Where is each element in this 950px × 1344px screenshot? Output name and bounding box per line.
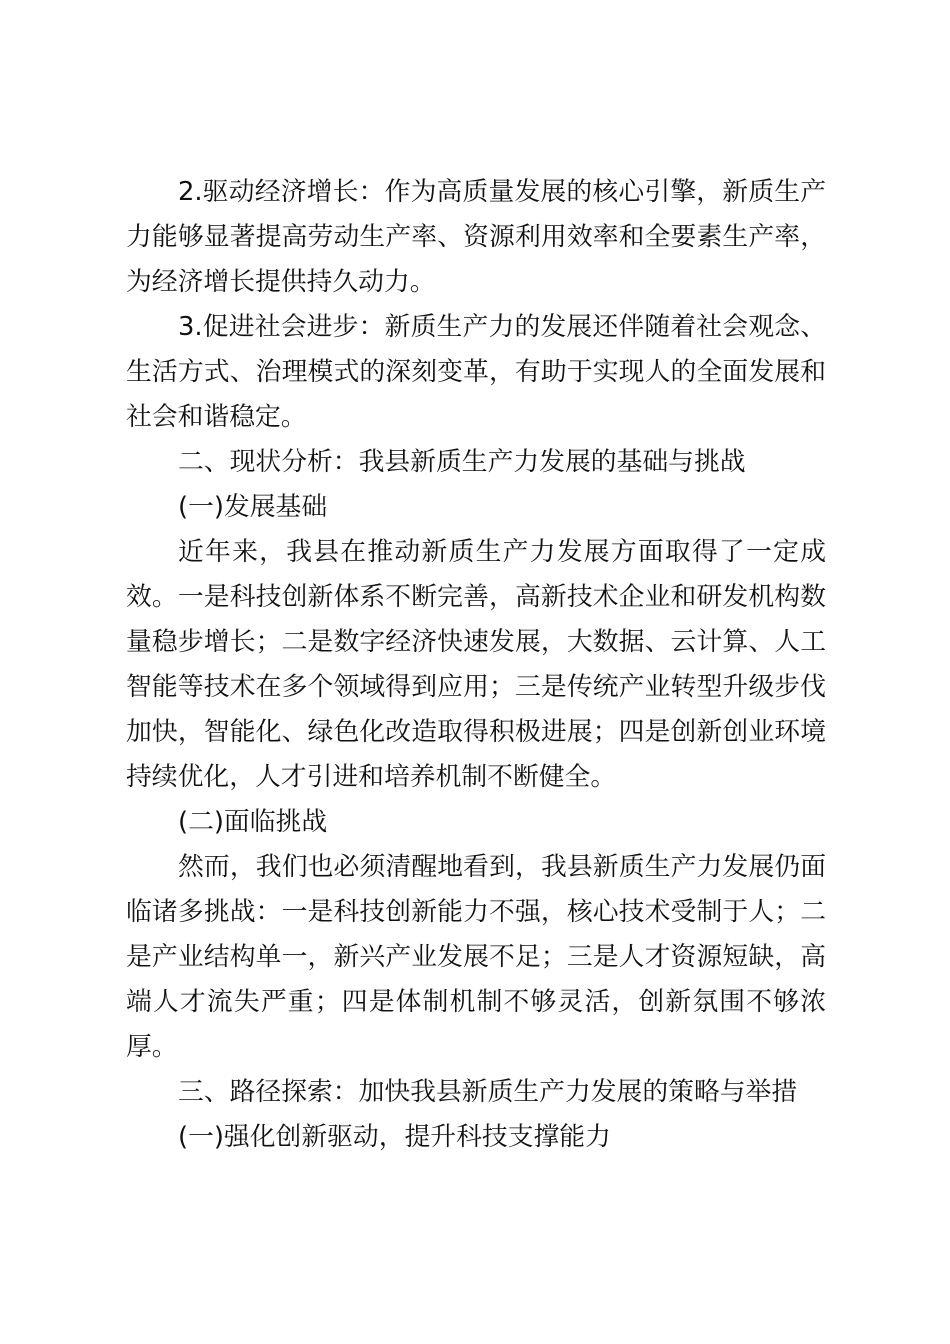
paragraph-challenges: 然而，我们也必须清醒地看到，我县新质生产力发展仍面临诸多挑战：一是科技创新能力不强，核心技术受制于人；二是产业结构单一，新兴产业发展不足；三是人才资源短缺，高端人才流失严重；四是体制机制不够灵活，创新氛围不够浓厚。 [126, 852, 826, 1062]
subheading-development-foundation: (一)发展基础 [178, 492, 328, 522]
paragraph-foundation: 近年来，我县在推动新质生产力发展方面取得了一定成效。一是科技创新体系不断完善，高新技术企业和研发机构数量稳步增长；二是数字经济快速发展，大数据、云计算、人工智能等技术在多个领域得到应用；三是传统产业转型升级步伐加快，智能化、绿色化改造取得积极进展；四是创新创业环境持续优化，人才引进和培养机制不断健全。 [126, 537, 826, 792]
subheading-innovation-driven: (一)强化创新驱动，提升科技支撑能力 [178, 1122, 611, 1152]
paragraph-social-progress: 3.促进社会进步：新质生产力的发展还伴随着社会观念、生活方式、治理模式的深刻变革，有助于实现人的全面发展和社会和谐稳定。 [126, 312, 826, 432]
document-body [126, 170, 826, 1160]
section-heading-path-exploration: 三、路径探索：加快我县新质生产力发展的策略与举措 [178, 1077, 798, 1107]
paragraph-economic-growth: 2.驱动经济增长：作为高质量发展的核心引擎，新质生产力能够显著提高劳动生产率、资源利用效率和全要素生产率，为经济增长提供持久动力。 [126, 177, 826, 297]
subheading-challenges: (二)面临挑战 [178, 807, 328, 837]
section-heading-status-analysis: 二、现状分析：我县新质生产力发展的基础与挑战 [178, 447, 746, 477]
